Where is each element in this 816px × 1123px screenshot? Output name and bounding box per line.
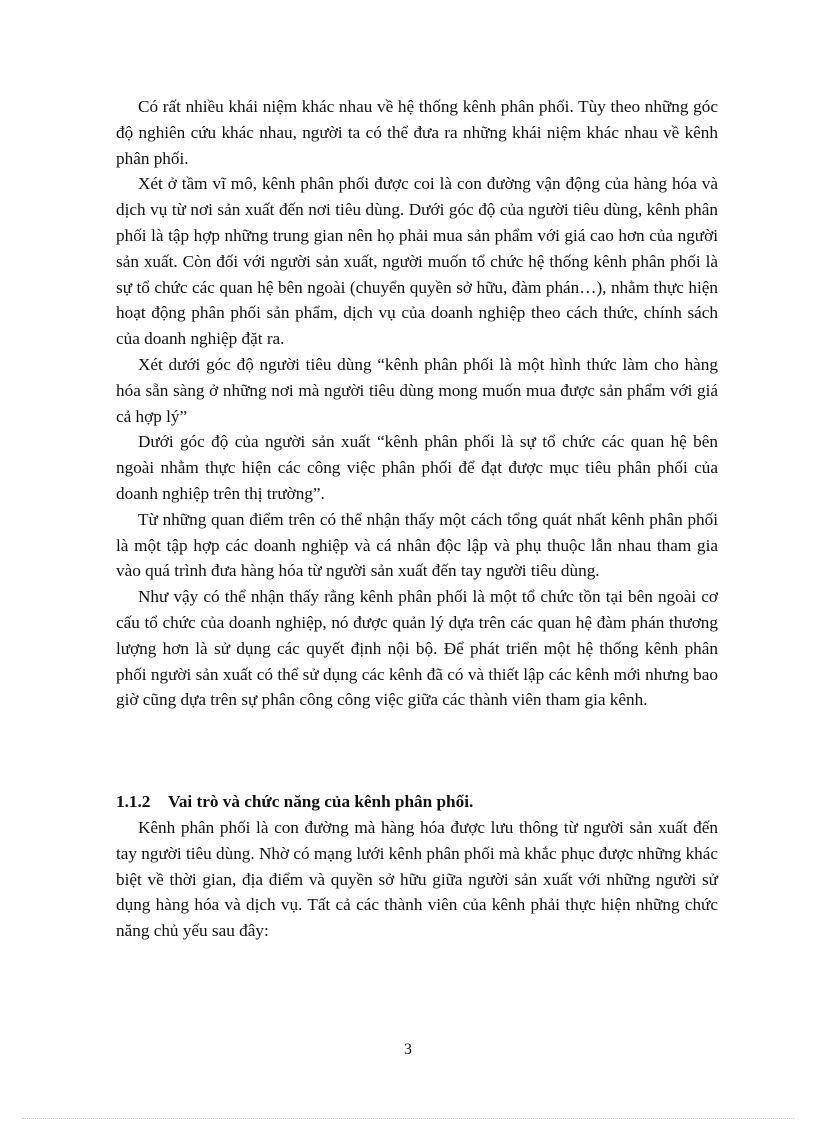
paragraph-intro: Có rất nhiều khái niệm khác nhau về hệ thống kênh phân phối. Tùy theo những góc độ nghiên cứu khác nhau, người ta có thể đưa ra những khái niệm khác nhau về kênh phân phối. (116, 97, 718, 168)
section-number: 1.1.2 (116, 792, 151, 812)
page-bottom-border (22, 1118, 794, 1119)
section-spacer (116, 713, 718, 789)
paragraph-role: Kênh phân phối là con đường mà hàng hóa được lưu thông từ người sản xuất đến tay người tiêu dùng. Nhờ có mạng lưới kênh phân phối mà khắc phục được những khác biệt về thời gian, địa điểm và quyền sở hữu giữa người sản xuất với những người sử dụng hàng hóa và dịch vụ. Tất cả các thành viên của kênh phải thực hiện những chức năng chủ yếu sau đây: (116, 817, 719, 941)
page-content (116, 94, 718, 944)
paragraph-general-view: Từ những quan điểm trên có thể nhận thấy một cách tổng quát nhất kênh phân phối là một tập hợp các doanh nghiệp và cá nhân độc lập và phụ thuộc lẫn nhau tham gia vào quá trình đưa hàng hóa từ người sản xuất đến tay người tiêu dùng. (116, 509, 718, 581)
paragraph-macro-view: Xét ở tầm vĩ mô, kênh phân phối được coi là con đường vận động của hàng hóa và dịch vụ từ nơi sản xuất đến nơi tiêu dùng. Dưới góc độ của người tiêu dùng, kênh phân phối là tập hợp những trung gian nên họ phải mua sản phẩm với giá cao hơn của người sản xuất. Còn đối với người sản xuất, người muốn tổ chức hệ thống kênh phân phối là sự tổ chức các quan hệ bên ngoài (chuyển quyền sở hữu, đàm phán…), nhằm thực hiện hoạt động phân phối sản phẩm, dịch vụ của doanh nghiệp theo cách thức, chính sách của doanh nghiệp đặt ra. (116, 174, 718, 349)
page-number: 3 (404, 1041, 412, 1058)
section-heading (116, 789, 718, 815)
paragraph-consumer-view: Xét dưới góc độ người tiêu dùng “kênh phân phối là một hình thức làm cho hàng hóa sẵn sàng ở những nơi mà người tiêu dùng mong muốn mua được sản phẩm với giá cả hợp lý” (116, 354, 718, 426)
section-title: Vai trò và chức năng của kênh phân phối. (168, 792, 474, 812)
paragraph-producer-view: Dưới góc độ của người sản xuất “kênh phân phối là sự tổ chức các quan hệ bên ngoài nhằm thực hiện các công việc phân phối để đạt được mục tiêu phân phối của doanh nghiệp trên thị trường”. (116, 432, 718, 503)
paragraph-conclusion: Như vậy có thể nhận thấy rằng kênh phân phối là một tổ chức tồn tại bên ngoài cơ cấu tổ chức của doanh nghiệp, nó được quản lý dựa trên các quan hệ đàm phán thương lượng hơn là sử dụng các quyết định nội bộ. Để phát triển một hệ thống kênh phân phối người sản xuất có thể sử dụng các kênh đã có và thiết lập các kênh mới nhưng bao giờ cũng dựa trên sự phân công công việc giữa các thành viên tham gia kênh. (116, 587, 718, 710)
